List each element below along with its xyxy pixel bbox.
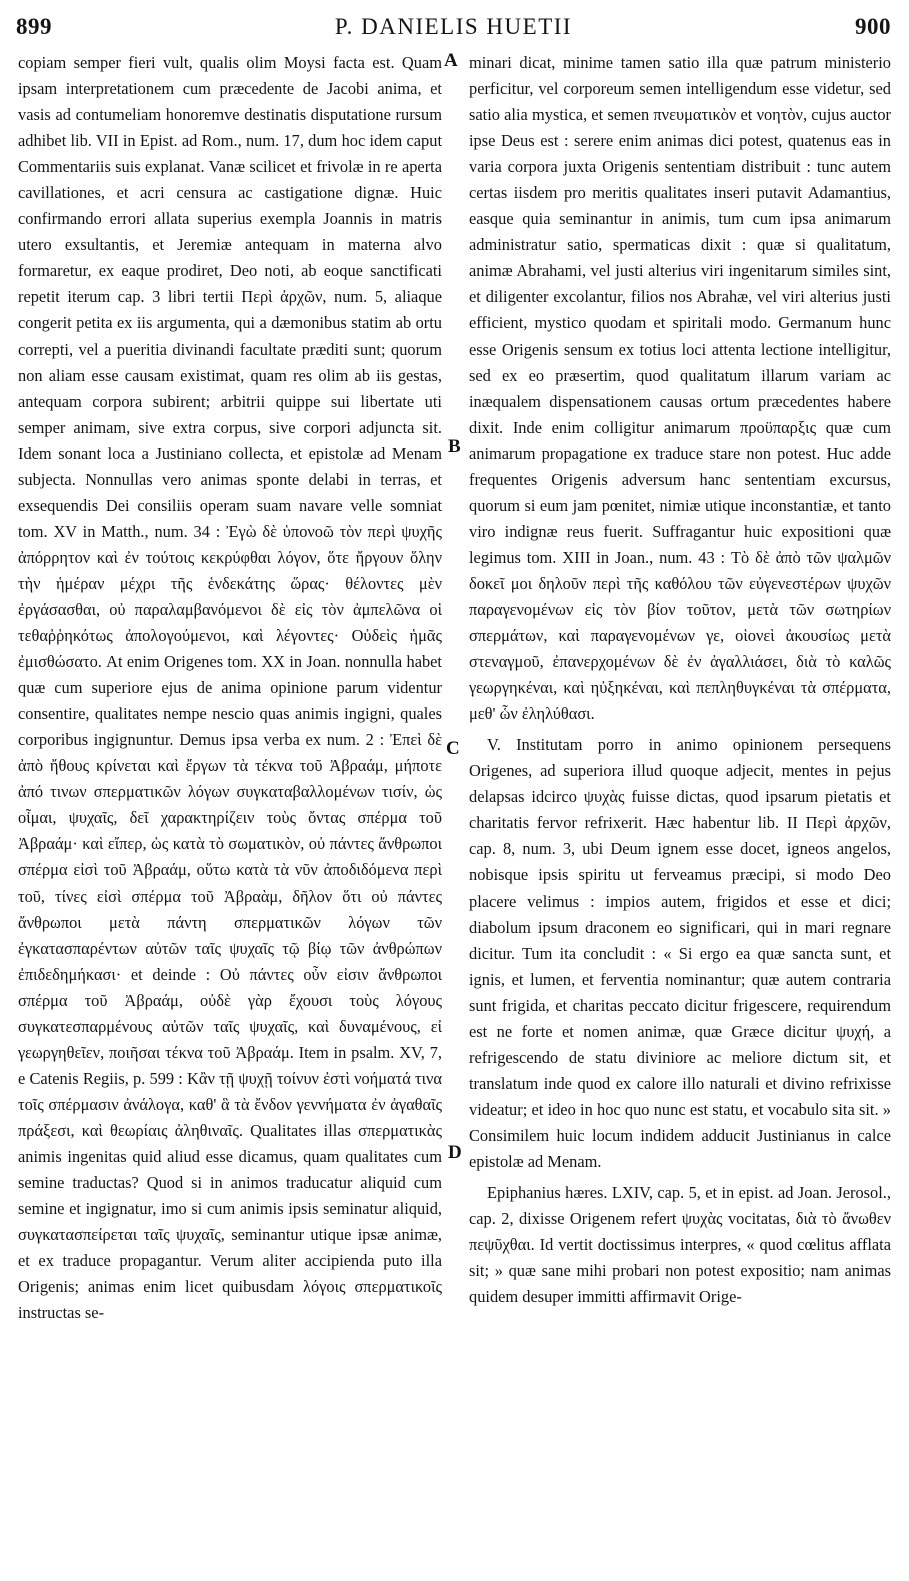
left-column-paragraph: copiam semper fieri vult, qualis olim Moysi facta est. Quam ipsam interpretationem cum præcedente de Jacobi anima, et vasis ad contumeliam honoremve destinatis disputatione rursum adhibet lib. VII in Epist. ad Rom., num. 17, dum hoc idem caput Commentariis suis explanat. Vanæ scilicet et frivolæ in re aperta cavillationes, et acri censura ac castigatione dignæ. Huic confirmando errori allata superius exempla Joannis in matris utero exsultantis, et Jeremiæ antequam in materna alvo formaretur, ex eaque prodiret, Deo noti, ab eoque sanctificati repetit iterum cap. 3 libri tertii Περὶ ἀρχῶν, num. 5, aliaque congerit petita ex iis argumenta, qui a dæmonibus statim ab ortu correpti, vel a pueritia divinandi facultate præditi sunt; quorum non aliam esse causam existimat, quam res olim ab iis gestas, antequam corpora subirent; arbitrii quippe sui libertate uti semper animam, sive extra corpus, sive corpori adjuncta sit. Idem sonant loca a Justiniano collecta, et epistolæ ad Menam subjecta. Nonnullas vero animas sponte delabi in terras, et exsequendis Dei consiliis operam suam navare velle somniat tom. XV in Matth., num. 34 : Ἐγὼ δὲ ὑπονοῶ τὸν περὶ ψυχῆς ἀπόρρητον καὶ ἐν τούτοις κεκρύφθαι λόγον, ὅτε ἤργουν ὅλην τὴν ἡμέραν μέχρι τῆς ἑνδεκάτης ὥρας· θέλοντες μὲν ἐργάσασθαι, οὐ παραλαμβανόμενοι δὲ εἰς τὸν ἀμπελῶνα οἱ τεθαῤῥηκότως ἀπολογούμενοι, καὶ λέγοντες· Οὐδεὶς ἡμᾶς ἐμισθώσατο. At enim Origenes tom. XX in Joan. nonnulla habet quæ cum superiore ejus de anima opinione parum videntur consentire, qualitates nempe nescio quas animis ingigni, quales corporibus ingignuntur. Demus ipsa verba ex num. 2 : Ἐπεὶ δὲ ἀπὸ ἤθους κρίνεται καὶ ἔργων τὰ τέκνα τοῦ Ἀβραάμ, μήποτε ἀπό τινων σπερματικῶν λόγων συγκαταβαλλομένων τισίν, ὡς οἶμαι, ψυχαῖς, δεῖ χαρακτηρίζειν τοὺς ὄντας σπέρμα τοῦ Ἀβραάμ· καὶ εἴπερ, ὡς κατὰ τὸ σωματικὸν, οὐ πάντες ἄνθρωποι σπέρμα εἰσὶ τοῦ Ἀβραάμ, οὕτω κατὰ τὰ νῦν ἀποδιδόμενα περὶ τοῦ, τίνες εἰσὶ σπέρμα τοῦ Ἀβραὰμ, δῆλον ὅτι οὐ πάντες ἄνθρωποι μετὰ πάντη σπερματικῶν λόγων τῶν ἐγκατασπαρέντων αὐτῶν ταῖς ψυχαῖς τῷ βίῳ τῶν ἀνθρώπων ἐπιδεδημήκασι· et deinde : Οὐ πάντες οὖν εἰσιν ἄνθρωποι σπέρμα τοῦ Ἀβραάμ, οὐδὲ γὰρ ἔχουσι τοὺς λόγους συγκατεσπαρμένους αὐτῶν ταῖς ψυχαῖς, καὶ δυναμένους, εἰ γεωργηθεῖεν, ποιῆσαι τέκνα τοῦ Ἀβραάμ. Item in psalm. XV, 7, e Catenis Regiis, p. 599 : Κἂν τῇ ψυχῇ τοίνυν ἐστὶ νοήματά τινα τοῖς σπέρμασιν ἀνάλογα, καθ' ἃ τὰ ἔνδον γεννήματα ἐν ἀγαθαῖς πράξεσι, καὶ θεωρίαις ἀληθιναῖς. Qualitates illas σπερματικὰς animis ingenitas quid aliud esse dicamus, quam qualitates cum semine traductas? Quod si in animos traducatur aliquid cum semine et ingignatur, imo si cum animis ipsis seminatur aliquid, συγκατασπείρεται ταῖς ψυχαῖς, seminantur utique ipsæ animæ, et ex traduce propagantur. Verum aliter accipienda puto illa Origenis; animas enim licet quibusdam λόγοις σπερματικοῖς instructas se- — [18, 53, 442, 1323]
right-column-paragraph-1: minari dicat, minime tamen satio illa quæ patrum ministerio perficitur, vel corporeum semen intelligendum esse videtur, sed satio alia mystica, et semen πνευματικὸν et νοητὸν, cujus auctor ipse Deus est : serere enim animas dici potest, quatenus eas in varia corpora juxta Origenis sententiam distribuit : tunc autem certas iisdem pro meritis qualitates inseri putavit Adamantius, easque quia seminantur in animis, tum cum ipsa animarum administratur satio, spermaticas dixit : quæ si qualitatum, animæ Abrahami, vel justi alterius viri ingenitarum similes sint, et diligenter excolantur, filios nos Abrahæ, vel viri alterius justi efficient, mystico quodam et spiritali modo. Germanum hunc esse Origenis sensum ex totius loci attenta lectione intelligitur, sed ex eo præsertim, quod qualitatum illarum variam ac inæqualem dispensationem causas ortum præcedentes habere dixit. Inde enim colligitur animarum προϋπαρξις quæ cum animarum propagatione ex traduce stare non potest. Huc adde frequentes Origenis adversum hanc sententiam excursus, quorum si eum jam pœnitet, nimiæ utique inconstantiæ, et tanto viro indignæ reus fuerit. Suffragantur huic expositioni quæ legimus tom. XIII in Joan., num. 43 : Τὸ δὲ ἀπὸ τῶν ψαλμῶν δοκεῖ μοι δηλοῦν περὶ τῆς καθόλου τῶν εὐγενεστέρων ψυχῶν παραγενομένων εἰς τὸν βίον τοῦτον, μετὰ τῶν σωτηρίων σπερμάτων, καὶ παραγενομένων γε, οἱονεὶ ἀκουσίως μετὰ στεναγμοῦ, ἐπανερχομένων δὲ ἐν ἀγαλλιάσει, διὰ τὸ καλῶς γεωργηκέναι, καὶ ηὐξηκέναι, καὶ πεπληθυγκέναι τὰ σπέρματα, μεθ' ὧν ἐληλύθασι. — [469, 53, 891, 724]
page-header — [16, 14, 891, 48]
margin-marker-c: C — [446, 738, 460, 759]
right-column — [469, 50, 891, 1310]
page-number-left: 899 — [16, 14, 52, 39]
left-column — [18, 50, 442, 1326]
page-number-right: 900 — [855, 14, 891, 39]
running-title: P. DANIELIS HUETII — [334, 14, 573, 39]
right-column-paragraph-3: Epiphanius hæres. LXIV, cap. 5, et in epist. ad Joan. Jerosol., cap. 2, dixisse Origenem refert ψυχὰς vocitatas, διὰ τὸ ἄνωθεν πεψῦχθαι. Id vertit doctissimus interpres, « quod cœlitus afflata sit; » quæ sane mihi probari non potest expositio; nam animas quidem desuper immitti affirmavit Orige- — [469, 1183, 891, 1307]
right-column-paragraph-2: V. Institutam porro in animo opinionem persequens Origenes, ad superiora illud quoque adjecit, mentes in pejus delapsas idcirco ψυχὰς fuisse dictas, quod ipsarum pietatis et charitatis fervor refrixerit. Hæc habentur lib. II Περὶ ἀρχῶν, cap. 8, num. 3, ubi Deum ignem esse docet, igneos angelos, nobisque ipsis spiritu ut ferveamus præcipi, si modo Deo placere velimus : impios autem, frigidos et esse et dici; diabolum ipsum draconem eo significari, qui in mari regnare dicitur. Tum ita concludit : « Si ergo ea quæ sancta sunt, et ignis, et lumen, et ferventia nominantur; quæ autem contraria sunt frigida, et charitas peccato dicitur frigescere, requirendum est ne forte et nomen animæ, quæ Græce dicitur ψυχή, a refrigescendo de statu diviniore ac meliore dictum sit, et translatum inde quod ex calore illo naturali et divino refrixisse videatur; et ideo in hoc quo nunc est statu, et vocabulo sita sit. » Consimilem huic locum indidem adducit Justinianus in calce epistolæ ad Menam. — [469, 735, 891, 1171]
margin-marker-a: A — [444, 50, 458, 71]
margin-marker-d: D — [448, 1142, 462, 1163]
margin-marker-b: B — [448, 436, 461, 457]
